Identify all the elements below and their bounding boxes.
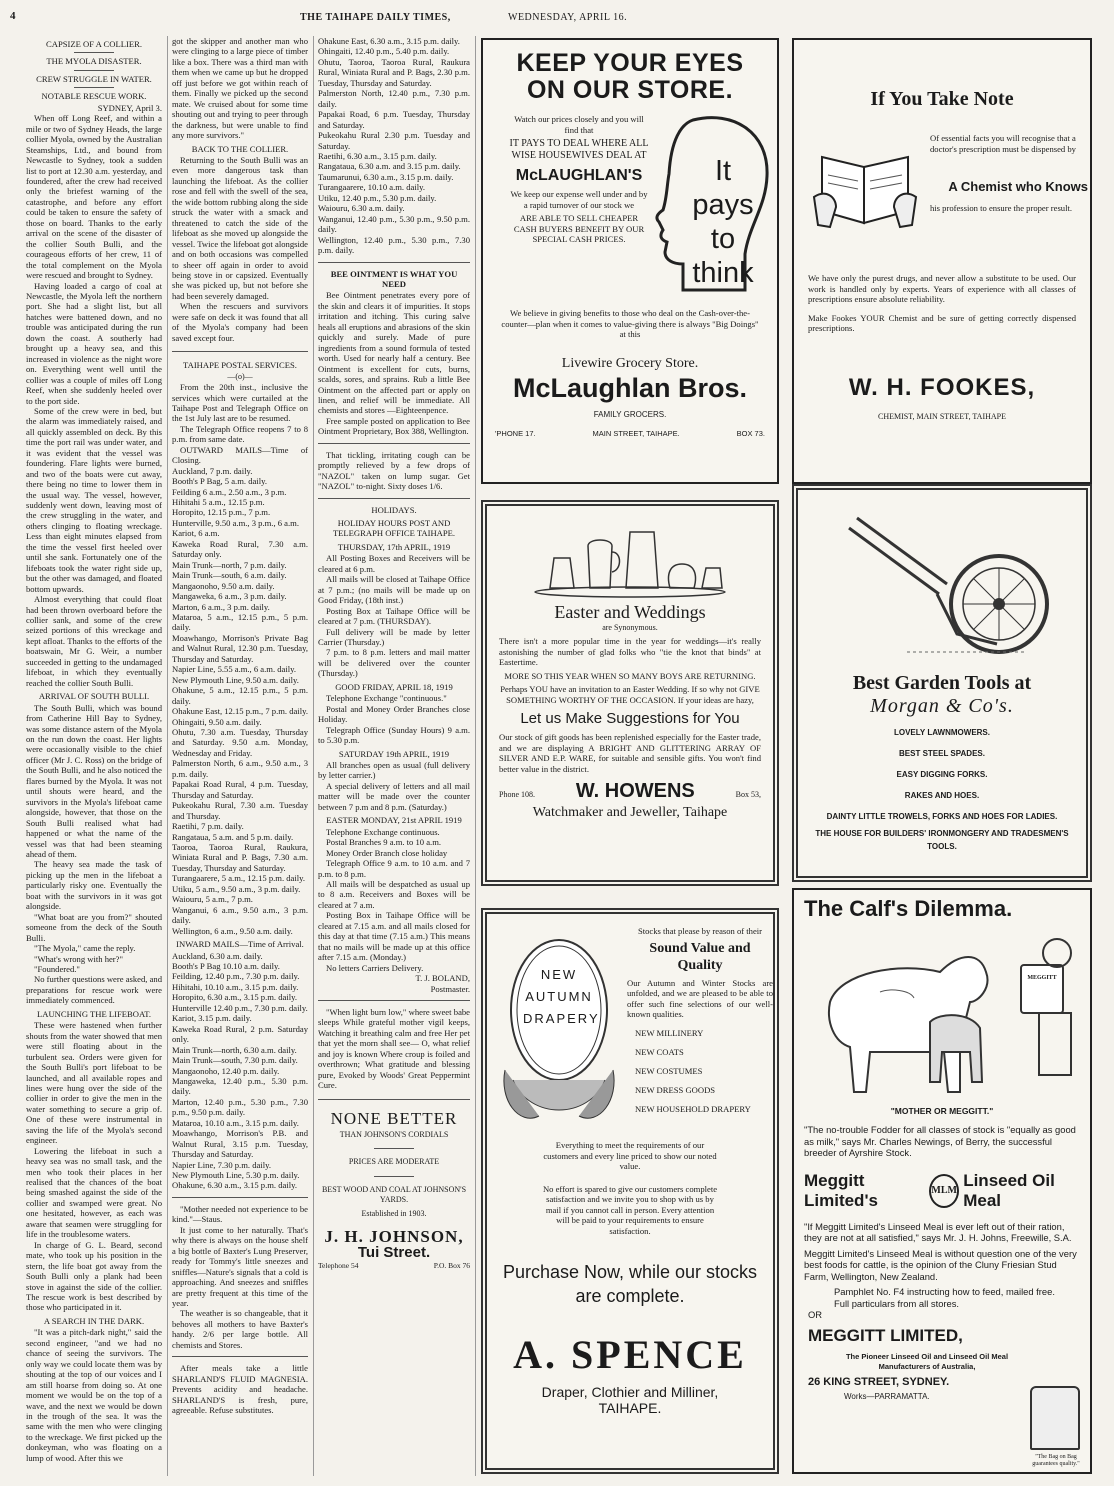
paragraph: 7 p.m. to 8 p.m. letters and mail matter will be delivered over the counter (Thursday.) xyxy=(318,647,470,679)
howens-name: W. HOWENS xyxy=(575,780,695,802)
mail-entry: Horopito, 6.30 a.m., 3.15 p.m. daily. xyxy=(172,992,297,1003)
mclaughlan-body xyxy=(495,114,765,304)
meggitt-caption: "MOTHER OR MEGGITT." xyxy=(890,1106,994,1116)
section-heading: TAIHAPE POSTAL SERVICES. xyxy=(183,360,297,371)
mail-entry: Main Trunk—north, 7 p.m. daily. xyxy=(172,559,287,570)
poem: "When light burn low," where sweet babe sleeps While grateful mother vigil keeps, Watching it breathing calm and free Her pet that yet the morn shall see— O, what relief and joy is known Where croup is foiled and overthrown; What gratitude and blessing pure, Evoked by Woods' Great Peppermint Cure. xyxy=(318,1006,470,1091)
howens-headline: Easter and Weddings xyxy=(554,602,706,622)
divider xyxy=(318,262,470,263)
paragraph: "Foundered." xyxy=(34,963,80,974)
issue-date: WEDNESDAY, APRIL 16. xyxy=(508,12,628,23)
mail-entry: Ohakune, 5 a.m., 12.15 p.m., 5 p.m. daily. xyxy=(172,685,308,706)
paragraph: The South Bulli, which was bound from Catherine Hill Bay to Sydney, was some distance astern of the Myola on the run down the coast. Her lights were occasionally visible to the chief officer (Mr J. C. Ross) on the bridge of the South Bulli, and he also noticed the flares burned by the Myola. It was not until shouts were heard, and the survivors in the Myola's lifeboat came alongside, however, that those on the South Bulli realised what had happened or what the name of the vessel was that had been steaming ahead of them. xyxy=(26,702,162,859)
meggitt-or: OR xyxy=(808,1309,823,1320)
mail-entry: Turangaarere, 10.10 a.m. daily. xyxy=(318,182,425,193)
mail-entry: Hunterville, 9.50 a.m., 3 p.m., 6 a.m. xyxy=(172,517,299,528)
mail-entry: Main Trunk—south, 6 a.m. daily. xyxy=(172,570,287,581)
johnson-prices: PRICES ARE MODERATE xyxy=(348,1157,440,1167)
fookes-headline: If You Take Note xyxy=(870,88,1014,110)
fookes-address: CHEMIST, MAIN STREET, TAIHAPE xyxy=(877,411,1007,421)
mail-entry: Kaweka Road Rural, 2 p.m. Saturday only. xyxy=(172,1023,308,1045)
mail-entry: Marton, 12.40 p.m., 5.30 p.m., 7.30 p.m., 9.50 p.m. daily. xyxy=(172,1096,308,1118)
morgan-item: EASY DIGGING FORKS. xyxy=(896,770,988,779)
lawnmower-icon xyxy=(827,504,1057,664)
page-number: 4 xyxy=(10,10,16,22)
spence-item-list xyxy=(627,1028,773,1115)
mail-entry: Papakai Road Rural, 4 p.m. Tuesday, Thursday and Saturday. xyxy=(172,779,308,800)
paragraph: "The Myola," came the reply. xyxy=(34,943,136,954)
mclaughlan-believe: We believe in giving benefits to those who deal on the Cash-over-the-counter—plan when it comes to value-giving there is always "Big Doings" at this xyxy=(501,308,759,339)
howens-text1: There isn't a more popular time in the year for weddings—it's really astonishing the number of glad folks who "tie the knot that binds" at Eastertime. xyxy=(499,636,761,667)
paragraph: No further questions were asked, and preparations for rescue work were immediately commenced. xyxy=(26,974,162,1006)
mclaughlan-street: MAIN STREET, TAIHAPE. xyxy=(592,428,680,438)
column-rule xyxy=(167,36,168,1476)
morgan-item: LOVELY LAWNMOWERS. xyxy=(893,728,990,737)
paragraph: Almost everything that could float had been thrown overboard before the collier sank, and some of the crew seized portions of this wreckage and kept afloat. Thanks to the efforts of the boatswain, Mr G. Weir, a number succeeded in getting to the undamaged lifeboat, in which they eventually reached the collier South Bulli. xyxy=(26,594,162,688)
mail-entry: Mangaweka, 12.40 p.m., 5.30 p.m. daily. xyxy=(172,1075,308,1097)
spence-item: NEW MILLINERY xyxy=(635,1028,704,1039)
mail-entry: Palmerston North, 12.40 p.m., 7.30 p.m. daily. xyxy=(318,88,470,109)
paragraph: All mails will be despatched as usual up to 8 a.m. Receivers and Boxes will be cleared at 7 a.m. xyxy=(318,878,470,910)
fookes-chemist: A Chemist who Knows xyxy=(948,179,1088,194)
paragraph: Money Order Branch close holiday xyxy=(326,847,448,858)
mail-entry: Auckland, 6.30 a.m. daily. xyxy=(172,950,263,961)
mail-entry: Papakai Road, 6 p.m. Tuesday, Thursday and Saturday. xyxy=(318,109,470,130)
divider xyxy=(172,351,308,352)
slogan-text: It pays to think xyxy=(692,155,754,289)
spence-trade: Draper, Clothier and Milliner, xyxy=(541,1384,719,1400)
boy-body-icon xyxy=(1038,1012,1072,1076)
morgan-item: BEST STEEL SPADES. xyxy=(899,749,985,758)
johnson-wood: BEST WOOD AND COAL AT JOHNSON'S YARDS. xyxy=(321,1184,467,1204)
divider xyxy=(318,498,470,499)
mail-entry: Taoroa, Taoroa Rural, Raukura, Winiata Rural and P. Bags, 7.30 a.m. Tuesday, Thursday and Saturday. xyxy=(172,841,308,873)
divider xyxy=(374,1148,414,1149)
mail-entry: Horopito, 12.15 p.m., 7 p.m. xyxy=(172,507,271,518)
mail-entry: Mangaonoho, 12.40 p.m. daily. xyxy=(172,1065,280,1076)
mail-entry: Waiouru, 5 a.m., 7 p.m. xyxy=(172,894,253,905)
mail-entry: Ohutu, Taoroa, Taoroa Rural, Raukura Rural, Winiata Rural and P. Bags, 2.30 p.m. Tuesday, Thursday and Saturday. xyxy=(318,56,470,88)
divider xyxy=(318,443,470,444)
howens-phone: Phone 108. xyxy=(499,790,535,799)
meggitt-text5: Full particulars from all stores. xyxy=(834,1297,960,1309)
silverware-icon xyxy=(530,518,730,598)
mail-entry: Kariot, 6 a.m. xyxy=(172,528,220,539)
mail-entry: Hunterville 12.40 p.m., 7.30 p.m. daily. xyxy=(172,1002,308,1013)
mclaughlan-able: ARE ABLE TO SELL CHEAPER CASH BUYERS BENEFIT BY OUR SPECIAL CASH PRICES. xyxy=(513,213,645,244)
mail-entry: Booth's P Bag 10.10 a.m. daily. xyxy=(172,960,280,971)
boy-figure-icon xyxy=(1042,938,1072,968)
paragraph: These were hastened when further shouts from the water showed that men were still floating about in the turbulent sea. Orders were given for the South Bulli's port lifeboat to be launched, and all available ropes and lines were hung over the side of the collier in order to give the men in the water something to secure a grip of. One of these were instrumental in saving the life of the Myola's second engineer. xyxy=(26,1020,162,1146)
paragraph: Bee Ointment penetrates every pore of the skin and clears it of impurities. It stops irritation and itching. This curing salve heals all eruptions and abrasions of the skin quickly and surely. Made of pure ingredients from a sound formula of tested worth. Used for nearly half a century. Bee Ointment is excellent for cuts, burns, scalds, sores, and sprains. Rub a little Bee Ointment on the affected part or apply on linen, and relief will be immediate. All chemists and stores —Eighteenpence. xyxy=(318,290,470,416)
mclaughlan-contact xyxy=(495,429,765,438)
mail-entry: Raetihi, 7 p.m. daily. xyxy=(172,821,244,832)
mail-entry: Mataroa, 10.10 a.m., 3.15 p.m. daily. xyxy=(172,1117,299,1128)
section-heading: A SEARCH IN THE DARK. xyxy=(43,1315,145,1326)
mclaughlan-name: McLAUGHLAN'S xyxy=(515,167,643,184)
spence-item: NEW HOUSEHOLD DRAPERY xyxy=(635,1104,751,1115)
spence-ad xyxy=(481,908,779,1474)
meggitt-pioneer: The Pioneer Linseed Oil and Linseed Oil Meal Manufacturers of Australia, xyxy=(845,1352,1009,1371)
section-heading: SATURDAY 19th APRIL, 1919 xyxy=(338,748,450,759)
mail-entry: Wanganui, 12.40 p.m., 5.30 p.m., 9.50 p.m. daily. xyxy=(318,213,470,235)
howens-sub: are Synonymous. xyxy=(602,623,658,632)
section-heading: LAUNCHING THE LIFEBOAT. xyxy=(36,1008,152,1019)
masthead: THE TAIHAPE DAILY TIMES, xyxy=(300,12,451,23)
paragraph: "What's wrong with her?" xyxy=(34,953,123,964)
spence-town: TAIHAPE. xyxy=(598,1400,662,1416)
meggitt-works: Works—PARRAMATTA. xyxy=(844,1392,930,1401)
meggitt-street: 26 KING STREET, SYDNEY. xyxy=(808,1376,950,1388)
paragraph: "It was a pitch-dark night," said the second engineer, "and we had no chance of seeing the survivors. The only way we could locate them was by shouting at the top of our voices and I am still hoarse from doing so. At one moment we would be on the top of a wave, and the next we would be down in the trough of the sea. It was the same with the men who were clinging to the wreckage. We first picked up the donkeyman, who was floating on a lump of wood. After this we xyxy=(26,1327,162,1463)
spence-oval-text: NEW AUTUMN DRAPERY xyxy=(523,967,600,1026)
list-heading: OUTWARD MAILS—Time of Closing. xyxy=(172,444,308,466)
paragraph: From the 20th inst., inclusive the services which were curtailed at the Taihape Post and Telegraph Office on the 1st July last are to be resumed. xyxy=(172,382,308,424)
paragraph: Posting Box at Taihape Office will be cleared at 7 p.m. (THURSDAY). xyxy=(318,605,470,627)
article-subtitle: THE MYOLA DISASTER. xyxy=(46,56,142,67)
paragraph: That tickling, irritating cough can be promptly relieved by a few drops of "NAZOL" taken on lump sugar. Get "NAZOL" to-night. Sixty doses 1/6. xyxy=(318,449,470,492)
mail-entry: Ohakune East, 12.15 p.m., 7 p.m. daily. xyxy=(172,706,308,717)
section-heading: HOLIDAY HOURS POST AND TELEGRAPH OFFICE TAIHAPE. xyxy=(332,518,456,539)
meggitt-headline: The Calf's Dilemma. xyxy=(804,896,1013,921)
mclaughlan-watch: Watch our prices closely and you will find that xyxy=(514,114,644,135)
paragraph: All mails will be closed at Taihape Office at 7 p.m.; (no mails will be made up on Good Friday, (18th inst.) xyxy=(318,574,470,606)
column-2-news xyxy=(172,36,308,1476)
mail-entry: Marton, 6 a.m., 3 p.m. daily. xyxy=(172,601,270,612)
howens-ad xyxy=(481,500,779,886)
mail-entry: Mataroa, 5 a.m., 12.15 p.m., 5 p.m. daily. xyxy=(172,612,308,633)
drapery-oval-icon xyxy=(499,930,619,1130)
column-3-news xyxy=(318,36,470,1476)
johnson-name: J. H. JOHNSON, xyxy=(324,1226,464,1246)
paragraph: No letters Carriers Delivery. xyxy=(326,962,424,973)
fookes-name: W. H. FOOKES, xyxy=(848,373,1036,401)
mail-entry: Auckland, 7 p.m. daily. xyxy=(172,465,253,476)
mail-entry: Rangataua, 5 a.m. and 5 p.m. daily. xyxy=(172,831,294,842)
meggitt-text3: Meggitt Limited's Linseed Meal is without question one of the very best foods for cattle, is the opinion of the Cluny Friesian Stud Farm, Wellington, New Zealand. xyxy=(804,1247,1077,1282)
divider xyxy=(74,87,114,88)
mail-entry: Utiku, 5 a.m., 9.50 a.m., 3 p.m. daily. xyxy=(172,883,301,894)
johnson-box: P.O. Box 76 xyxy=(433,1261,470,1271)
fookes-text2: his profession to ensure the proper result. xyxy=(930,203,1073,213)
spence-text1: Our Autumn and Winter Stocks are unfolded, and we are pleased to be able to offer such fine selections of our well-known qualities. xyxy=(627,977,773,1019)
divider xyxy=(172,1356,308,1357)
mail-entry: Feilding 6 a.m., 2.50 a.m., 3 p.m. xyxy=(172,486,287,497)
paragraph: Postal Branches 9 a.m. to 10 a.m. xyxy=(326,837,442,848)
mail-entry: Pukeokahu Rural 2.30 p.m. Tuesday and Saturday. xyxy=(318,130,470,151)
morgan-ad xyxy=(792,484,1092,882)
mail-entry: Mangaweka, 6 a.m., 3 p.m. daily. xyxy=(172,591,287,602)
mclaughlan-ad xyxy=(481,38,779,484)
fookes-text4: Make Fookes YOUR Chemist and be sure of getting correctly dispensed prescriptions. xyxy=(808,312,1076,333)
spence-name: A. SPENCE xyxy=(513,1332,747,1377)
mclaughlan-family: FAMILY GROCERS. xyxy=(593,409,667,419)
inward-mail-list xyxy=(172,951,308,1191)
paragraph: When off Long Reef, and within a mile or two of Sydney Heads, the large collier Myola, owned by the Australian Steamships, Ltd., and bound from Newcastle to Sydney, took a sudden list to port at 12.30 a.m. yesterday, and foundered, after the crew had received only the briefest warning of the catastrophe, and before any effort could be taken to ensure the safety of those on board. Thanks to the early arrival on the scene of the disaster of the collier South Bulli, and the courageous efforts of her crew, 11 of the total complement on the Myola were rescued and brought to Sydney. xyxy=(26,113,162,281)
paragraph: Telephone Exchange continuous. xyxy=(326,826,440,837)
howens-suggest: Let us Make Suggestions for You xyxy=(520,710,740,727)
article-subtitle: NOTABLE RESCUE WORK. xyxy=(41,91,147,102)
section-heading: BACK TO THE COLLIER. xyxy=(191,143,289,154)
paragraph: Posting Box in Taihape Office will be cleared at 7.15 a.m. and all mails closed for this day at that time (7.15 a.m.) This means that no mails will be made up at this office after 7.15 a.m. (Monday.) xyxy=(318,910,470,963)
divider xyxy=(74,70,114,71)
divider xyxy=(74,52,114,53)
morgan-dainty: DAINTY LITTLE TROWELS, FORKS AND HOES FOR LADIES. xyxy=(826,812,1058,821)
paragraph: All Posting Boxes and Receivers will be cleared at 6 p.m. xyxy=(318,553,470,574)
paragraph: Free sample posted on application to Bee Ointment Proprietary, Box 388, Wellington. xyxy=(318,415,470,437)
meggitt-brand xyxy=(804,1171,1080,1211)
signature-name: T. J. BOLAND, xyxy=(415,973,470,984)
mail-entry: New Plymouth Line, 9.50 a.m. daily. xyxy=(172,674,299,685)
fookes-text3: We have only the purest drugs, and never allow a substitute to be used. Our work is handled only by experts. Years of experience with all classes of prescriptions ensure absolute reliability. xyxy=(808,273,1076,304)
johnson-phone: Telephone 54 xyxy=(318,1261,359,1271)
section-heading: EASTER MONDAY, 21st APRIL 1919 xyxy=(326,815,462,826)
paragraph: When the rescuers and survivors were safe on deck it was found that all of the Myola's company had been saved except four. xyxy=(172,301,308,343)
article-title: CAPSIZE OF A COLLIER. xyxy=(46,39,142,49)
mail-entry: Ohutu, 7.30 a.m. Tuesday, Thursday and Saturday. 9.50 a.m. Monday, Wednesday and Friday. xyxy=(172,727,308,758)
column-rule xyxy=(313,36,314,1476)
mail-entry: Ohingaiti, 9.50 a.m. daily. xyxy=(172,716,262,727)
section-heading: THURSDAY, 17th APRIL, 1919 xyxy=(337,541,451,552)
mail-entry: Napier Line, 5.55 a.m., 6 a.m. daily. xyxy=(172,664,297,675)
outward-mail-list xyxy=(172,466,308,936)
johnson-established: Established in 1903. xyxy=(361,1209,427,1219)
fookes-middle xyxy=(808,121,1088,251)
meggitt-brand-right: Linseed Oil Meal xyxy=(963,1170,1055,1210)
quote: "Mother needed not experience to be kind."—Staus. xyxy=(172,1203,308,1225)
paragraph: The heavy sea made the task of picking up the men in the lifeboat a particularly risky one. Eventually the boat with the survivors in it was got alongside. xyxy=(26,859,162,912)
mail-entry: Pukeokahu Rural, 7.30 a.m. Tuesday and Thursday. xyxy=(172,800,308,821)
divider xyxy=(374,1176,414,1177)
mail-entry: Ohakune East, 6.30 a.m., 3.15 p.m. daily. xyxy=(318,36,460,46)
paragraph: All branches open as usual (full delivery by letter carrier.) xyxy=(318,760,470,781)
fookes-ad xyxy=(792,38,1092,484)
paragraph: Returning to the South Bulli was an even more dangerous task than launching the lifeboat. As the collier rose and fell with the swell of the sea, the wide bottom rubbing along the side struck the water with a smack and threatened to catch the side of the lifeboat as she moved up alongside the vessel. Twice the lifeboat got alongside and on both occasions was compelled to sheer off again in order to avoid being stove in or capsized. Eventually she was picked up, but not before she had been severely damaged. xyxy=(172,154,308,301)
section-heading: BEE OINTMENT IS WHAT YOU NEED xyxy=(330,268,458,289)
mclaughlan-brand: McLaughlan Bros. xyxy=(512,372,748,403)
mlm-logo-icon: MLM xyxy=(929,1174,959,1208)
morgan-name: Morgan & Co's. xyxy=(870,695,1014,717)
meggitt-name: MEGGITT LIMITED, xyxy=(808,1326,963,1345)
paragraph: Telegraph Office (Sunday Hours) 9 a.m. to 5.30 p.m. xyxy=(318,724,470,746)
johnson-contact xyxy=(318,1261,470,1271)
mclaughlan-left-text xyxy=(509,114,649,245)
howens-box: Box 53, xyxy=(735,790,761,799)
meggitt-text4: Pamphlet No. F4 instructing how to feed, mailed free. xyxy=(834,1286,1055,1297)
meggitt-bag: "The Bag on Bag guarantees quality." xyxy=(1032,1454,1080,1467)
paragraph: Full delivery will be made by letter Carrier (Thursday.) xyxy=(318,626,470,648)
list-heading: INWARD MAILS—Time of Arrival. xyxy=(176,939,304,950)
mail-entry: Palmerston North, 6 a.m., 9.50 a.m., 3 p.m. daily. xyxy=(172,758,308,779)
article-subtitle: CREW STRUGGLE IN WATER. xyxy=(36,73,152,84)
howens-contact xyxy=(499,780,761,803)
mail-entry: Napier Line, 7.30 p.m. daily. xyxy=(172,1159,271,1170)
column-1-news xyxy=(26,36,162,1476)
morgan-headline: Best Garden Tools at xyxy=(852,672,1032,694)
paragraph: In charge of G. L. Beard, second mate, who took up his position in the stern, the life boat got away from the South Bulli only a plank had been stove in against the side of the collier. The rescue work is best described by those who participated in it. xyxy=(26,1239,162,1313)
paragraph: Telegraph Office 9 a.m. to 10 a.m. and 7 p.m. to 8 p.m. xyxy=(318,858,470,879)
mail-entry: New Plymouth Line, 5.30 p.m. daily. xyxy=(172,1170,300,1181)
mail-entry: Hihitahi, 10.10 a.m., 3.15 p.m. daily. xyxy=(172,981,299,992)
mail-entry: Feilding, 12.40 p.m., 7.30 p.m. daily. xyxy=(172,971,300,982)
column-rule xyxy=(475,36,476,1476)
paragraph: "What boat are you from?" shouted someone from the deck of the South Bulli. xyxy=(26,911,162,943)
mail-entry: Ohakune, 6.30 a.m., 3.15 p.m. daily. xyxy=(172,1180,297,1191)
mail-entry: Wellington, 12.40 p.m., 5.30 p.m., 7.30 p.m. daily. xyxy=(318,234,470,256)
meggitt-text1: "The no-trouble Fodder for all classes of stock is "equally as good as milk," says Mr. Charles Newings, of Berry, the successful breeder of Ayrshire Stock. xyxy=(804,1124,1076,1158)
fookes-text1: Of essential facts you will recognise that a doctor's prescription must be dispensed by xyxy=(930,133,1076,154)
paragraph: Some of the crew were in bed, but the alarm was immediately raised, and all quickly assembled on deck. By this time the port rail was under water, and it was evident that the vessel was foundering. Flare lights were burned, and two of the boats were cut away, there being no time to lower them in the usual way. The vessel, however, suddenly went down, leaving most of the crew struggling in the water, and others clinging to floating wreckage. Less than eight minutes elapsed from the time the vessel first heeled over until she sank. Fortunately one of the lifeboats took the water right side up, but the other was damaged, and floated bottom upwards. xyxy=(26,405,162,594)
meggitt-ad xyxy=(792,888,1092,1474)
spence-item: NEW COSTUMES xyxy=(635,1066,703,1077)
paragraph: After meals take a little SHARLAND'S FLUID MAGNESIA. Prevents acidity and headache. SHARLAND'S is fresh, pure, agreeable. Refuse substitutes. xyxy=(172,1363,308,1416)
mail-entry: Kariot, 3.15 p.m. daily. xyxy=(172,1013,252,1024)
mail-entry: Ohingaiti, 12.40 p.m., 5.40 p.m. daily. xyxy=(318,46,450,57)
paragraph: Postal and Money Order Branches close Holiday. xyxy=(318,703,470,725)
paragraph: The Telegraph Office reopens 7 to 8 p.m. from same date. xyxy=(172,423,308,445)
dateline: SYDNEY, April 3. xyxy=(97,102,162,113)
page-header xyxy=(0,0,1114,28)
ornament: —(o)— xyxy=(227,371,253,381)
mail-entry: Main Trunk—south, 7.30 p.m. daily. xyxy=(172,1055,298,1066)
paragraph: It just come to her naturally. That's why there is always on the house shelf a big bottle of Baxter's Lung Preserver, ready for Tommy's little sneezes and sniffles—Nature's signals that a cold is approaching. And sneezes and sniffles are pretty frequent at this time of the year. xyxy=(172,1224,308,1309)
mclaughlan-headline: KEEP YOUR EYES ON OUR STORE. xyxy=(516,49,744,104)
open-book-icon xyxy=(812,127,922,237)
mail-entry: Taumarunui, 6.30 a.m., 3.15 p.m. daily. xyxy=(318,171,454,182)
mail-entry: Utiku, 12.40 p.m., 5.30 p.m. daily. xyxy=(318,192,437,203)
spence-top xyxy=(499,922,773,1132)
howens-text4: Our stock of gift goods has been replenished especially for the Easter trade, and we are displaying A BRIGHT AND GLITTERING ARRAY OF SILVER AND E.P. WARE, for suitable and sensible gifts. You won't find better value in the district. xyxy=(499,732,761,774)
mclaughlan-phone: 'PHONE 17. xyxy=(495,428,536,438)
mail-entry: Main Trunk—north, 6.30 a.m. daily. xyxy=(172,1044,297,1055)
cow-and-calf-icon xyxy=(810,932,1020,1102)
divider xyxy=(318,1099,470,1100)
signature-title: Postmaster. xyxy=(430,983,470,994)
mail-entry: Wanganui, 6 a.m., 9.50 a.m., 3 p.m. daily. xyxy=(172,904,308,926)
spence-right xyxy=(627,926,773,1124)
meggitt-illustration xyxy=(804,926,1080,1106)
meggitt-tin-icon xyxy=(1020,964,1064,1014)
mail-entry: Turangaarere, 5 a.m., 12.15 p.m. daily. xyxy=(172,873,306,884)
mail-entry: Moawhango, Morrison's P.B. and Walnut Rural, 3.15 p.m. Tuesday, Thursday and Saturday. xyxy=(172,1128,308,1160)
mclaughlan-box: BOX 73. xyxy=(736,428,765,438)
mail-entry: Raetihi, 6.30 a.m., 3.15 p.m. daily. xyxy=(318,150,437,161)
howens-text2: MORE SO THIS YEAR WHEN SO MANY BOYS ARE RETURNING. xyxy=(504,670,756,681)
johnson-street: Tui Street. xyxy=(357,1243,431,1261)
johnson-ad xyxy=(318,1108,470,1272)
howens-text3: Perhaps YOU have an invitation to an Easter Wedding. If so why not GIVE SOMETHING WORTHY OF THE OCCASION. If your ideas are hazy, xyxy=(500,684,760,705)
inward-mail-list-continued xyxy=(318,36,470,256)
spence-sound: Sound Value and Quality xyxy=(649,940,751,973)
spence-text2: Everything to meet the requirements of our customers and every line priced to show our noted value. xyxy=(543,1140,717,1171)
mail-entry: Mangaonoho, 9.50 a.m. daily. xyxy=(172,580,275,591)
howens-trade: Watchmaker and Jeweller, Taihape xyxy=(532,805,728,820)
meggitt-text2: "If Meggitt Limited's Linseed Meal is ever left out of their ration, they are not at all satisfied," says Mr. J. H. Johns, Freewille, S.A. xyxy=(804,1220,1072,1243)
section-heading: GOOD FRIDAY, APRIL 18, 1919 xyxy=(335,681,453,692)
johnson-sub: THAN JOHNSON'S CORDIALS xyxy=(339,1129,449,1139)
spence-text3: No effort is spared to give our customers complete satisfaction and we invite you to shop with us by mail if you cannot call in person. Every attention will be paid to your requirements to ensure satisfaction. xyxy=(542,1183,718,1236)
paragraph: Telephone Exchange "continuous." xyxy=(326,693,447,704)
mail-entry: Kaweka Road Rural, 7.30 a.m. Saturday only. xyxy=(172,538,308,560)
mclaughlan-store: Livewire Grocery Store. xyxy=(561,355,699,371)
morgan-house: THE HOUSE FOR BUILDERS' IRONMONGERY AND TRADESMEN'S TOOLS. xyxy=(815,829,1069,851)
morgan-item-list xyxy=(812,726,1072,802)
spence-purchase: Purchase Now, while our stocks are complete. xyxy=(502,1262,758,1306)
mclaughlan-keep: We keep our expense well under and by a rapid turnover of our stock we xyxy=(510,189,648,210)
meggitt-brand-left: Meggitt Limited's xyxy=(804,1170,878,1210)
mail-entry: Waiouru, 6.30 a.m. daily. xyxy=(318,203,405,214)
mail-entry: Rangataua, 6.30 a.m. and 3.15 p.m. daily. xyxy=(318,161,461,172)
meggitt-boy xyxy=(1018,934,1076,1074)
divider xyxy=(318,1000,470,1001)
paragraph: The weather is so changeable, that it behoves all mothers to have Baxter's handy. 2/6 per large bottle. All chemists and Stores. xyxy=(172,1308,308,1350)
meggitt-tin-label: MEGGITT xyxy=(1027,975,1057,981)
mail-entry: Wellington, 6 a.m., 9.50 a.m. daily. xyxy=(172,925,293,936)
mail-entry: Hihitahi 5 a.m., 12.15 p.m. xyxy=(172,497,265,508)
paragraph: Having loaded a cargo of coal at Newcastle, the Myola left the northern port. She had a slight list, but all hatches were battened down, and no trouble was anticipated during the run down the coast. A southerly had brought up a heavy sea, and this increased in violence as the night wore on. Everything went well until the collier was a couple of miles off Long Reef, when she suddenly heeled over to the port side. xyxy=(26,280,162,406)
paragraph: got the skipper and another man who were clinging to a large piece of timber like a box. There was a third man with them when we came up but he dropped off just before we got within reach of them. Finally we picked up the second mate. We cruised about for some time shouting out and trying to peer through the darkness, but were unable to find any more survivors." xyxy=(172,36,308,141)
morgan-item: RAKES AND HOES. xyxy=(904,791,980,800)
mail-entry: Moawhango, Morrison's Private Bag and Walnut Rural, 12.30 p.m. Tuesday, Thursday and Saturday. xyxy=(172,632,308,664)
section-heading: ARRIVAL OF SOUTH BULLI. xyxy=(38,691,150,702)
divider xyxy=(172,1197,308,1198)
paragraph: A special delivery of letters and all mail matter will be made over the counter between 7 p.m and 8 p.m. (Saturday.) xyxy=(318,780,470,812)
meggitt-bag-icon xyxy=(1030,1386,1080,1450)
spence-item: NEW COATS xyxy=(635,1047,684,1058)
johnson-headline: NONE BETTER xyxy=(330,1108,458,1128)
mclaughlan-pays: IT PAYS TO DEAL WHERE ALL WISE HOUSEWIVES DEAL AT xyxy=(509,138,649,161)
spence-item: NEW DRESS GOODS xyxy=(635,1085,716,1096)
paragraph: Lowering the lifeboat in such a heavy sea was no small task, and the men who took their places in her realised that the chances of the boat being smashed against the side of the collier and swamped were great. No one hesitated, however, as each was aware that seamen were struggling for life in the troublesome waters. xyxy=(26,1145,162,1240)
spence-stocks: Stocks that please by reason of their xyxy=(637,926,763,936)
section-heading: HOLIDAYS. xyxy=(371,504,417,515)
mail-entry: Booth's P Bag, 5 a.m. daily. xyxy=(172,476,267,487)
